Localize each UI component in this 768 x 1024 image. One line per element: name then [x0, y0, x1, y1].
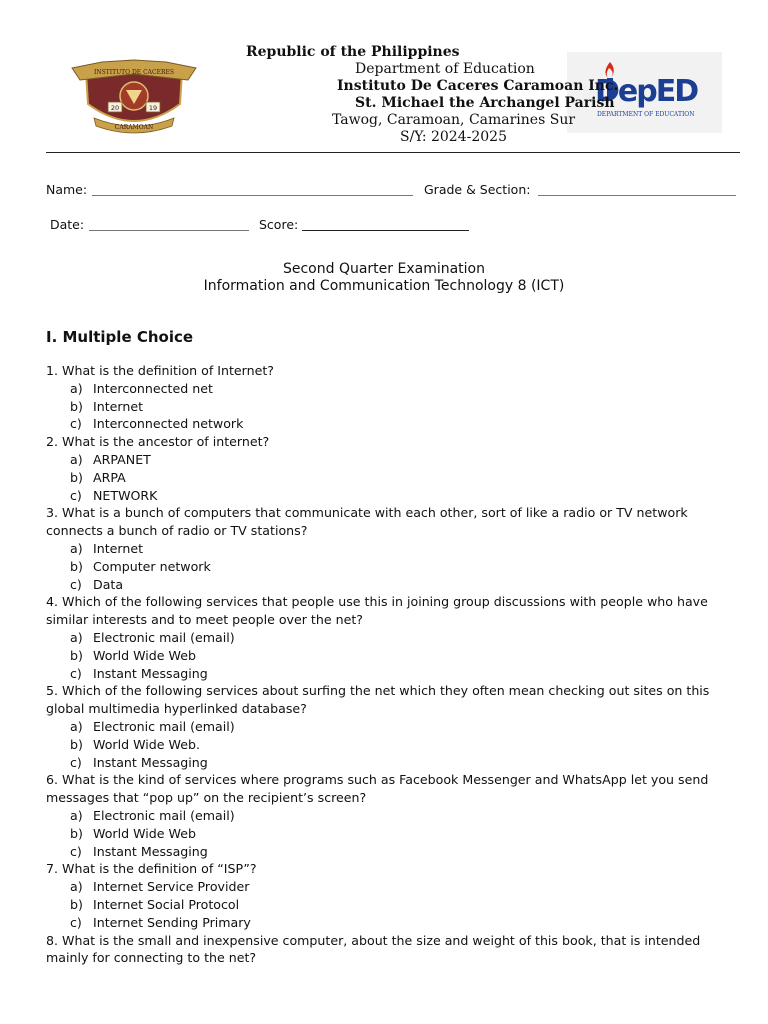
- header-address: Tawog, Caramoan, Camarines Sur: [332, 112, 576, 128]
- option-item: [46, 487, 746, 505]
- option-item: [46, 807, 746, 825]
- option-text: World Wide Web: [93, 647, 196, 663]
- option-text: Instant Messaging: [93, 665, 208, 681]
- option-letter: a): [70, 380, 83, 396]
- option-item: [46, 540, 746, 558]
- score-field[interactable]: [302, 230, 469, 231]
- name-label: Name:: [46, 182, 88, 197]
- question-text: 7. What is the definition of “ISP”?: [46, 861, 257, 877]
- header-school-year: S/Y: 2024-2025: [400, 129, 507, 145]
- option-text: World Wide Web.: [93, 736, 200, 752]
- seal-banner-text: CARAMOAN: [114, 124, 154, 131]
- option-letter: a): [70, 451, 83, 467]
- question-4: [46, 593, 746, 682]
- exam-title: Second Quarter Examination: [282, 261, 485, 277]
- option-letter: c): [70, 843, 82, 859]
- option-text: Internet: [93, 540, 144, 556]
- option-item: [46, 736, 746, 754]
- option-letter: b): [70, 825, 83, 841]
- option-text: Electronic mail (email): [93, 807, 235, 823]
- school-seal-logo: [68, 58, 200, 136]
- question-7: [46, 860, 746, 931]
- option-letter: a): [70, 540, 83, 556]
- option-text: Instant Messaging: [93, 754, 208, 770]
- option-item: [46, 825, 746, 843]
- option-letter: b): [70, 558, 83, 574]
- question-2: [46, 433, 746, 504]
- seal-arc-text: INSTITUTO DE CACERES: [94, 69, 174, 76]
- question-5: [46, 682, 746, 771]
- option-text: Instant Messaging: [93, 843, 208, 859]
- option-text: Data: [93, 576, 124, 592]
- date-label: Date:: [50, 217, 85, 232]
- option-letter: c): [70, 576, 82, 592]
- date-field[interactable]: [89, 230, 249, 231]
- option-item: [46, 843, 746, 861]
- option-item: [46, 914, 746, 932]
- option-letter: c): [70, 914, 82, 930]
- option-item: [46, 380, 746, 398]
- header-divider: [46, 152, 740, 153]
- option-item: [46, 558, 746, 576]
- option-text: Internet Service Provider: [93, 879, 250, 895]
- question-text: 3. What is a bunch of computers that communicate with each other, sort of like a radio or TV network connects a bunch of radio or TV stations?: [46, 505, 688, 539]
- header-republic: Republic of the Philippines: [246, 44, 460, 60]
- option-text: Interconnected net: [93, 380, 213, 396]
- question-list: [46, 362, 746, 967]
- option-letter: b): [70, 736, 83, 752]
- option-text: Electronic mail (email): [93, 629, 235, 645]
- header-parish: St. Michael the Archangel Parish: [355, 95, 615, 111]
- option-text: Interconnected network: [93, 416, 244, 432]
- option-letter: c): [70, 754, 82, 770]
- option-item: [46, 398, 746, 416]
- option-item: [46, 754, 746, 772]
- grade-section-label: Grade & Section:: [424, 182, 531, 197]
- option-letter: b): [70, 647, 83, 663]
- option-text: NETWORK: [93, 487, 158, 503]
- option-text: Internet Sending Primary: [93, 914, 251, 930]
- seal-year-right: 19: [148, 104, 158, 112]
- option-item: [46, 451, 746, 469]
- option-item: [46, 718, 746, 736]
- option-item: [46, 469, 746, 487]
- option-letter: b): [70, 469, 83, 485]
- option-item: [46, 647, 746, 665]
- header-school: Instituto De Caceres Caramoan Inc.: [337, 78, 619, 94]
- question-6: [46, 771, 746, 860]
- question-text: 1. What is the definition of Internet?: [46, 363, 274, 378]
- option-text: Computer network: [93, 558, 211, 574]
- section-title: I. Multiple Choice: [46, 328, 194, 346]
- option-item: [46, 878, 746, 896]
- option-letter: c): [70, 665, 82, 681]
- option-item: [46, 896, 746, 914]
- seal-year-left: 20: [110, 104, 120, 112]
- option-letter: c): [70, 487, 82, 503]
- option-text: Electronic mail (email): [93, 718, 235, 734]
- option-letter: b): [70, 896, 83, 912]
- option-letter: a): [70, 807, 83, 823]
- deped-wordmark: DepED: [595, 74, 698, 109]
- question-text: 2. What is the ancestor of internet?: [46, 434, 270, 450]
- option-text: ARPA: [93, 469, 126, 485]
- grade-section-field[interactable]: [538, 195, 736, 196]
- option-letter: a): [70, 629, 83, 645]
- question-1: [46, 362, 746, 433]
- question-text: 6. What is the kind of services where programs such as Facebook Messenger and WhatsApp let you send messages that “pop up” on the recipient’s screen?: [46, 772, 709, 806]
- option-letter: a): [70, 718, 83, 734]
- question-text: 4. Which of the following services that people use this in joining group discussions with people who have similar interests and to meet people over the net?: [46, 594, 708, 628]
- deped-subtext: DEPARTMENT OF EDUCATION: [597, 111, 695, 118]
- score-label: Score:: [259, 217, 299, 232]
- exam-subject: Information and Communication Technology 8 (ICT): [203, 278, 565, 294]
- option-text: ARPANET: [93, 451, 151, 467]
- option-text: World Wide Web: [93, 825, 196, 841]
- option-item: [46, 415, 746, 433]
- question-text: 5. Which of the following services about surfing the net which they often mean checking out sites on this global multimedia hyperlinked database?: [46, 683, 710, 717]
- option-item: [46, 665, 746, 683]
- question-text: 8. What is the small and inexpensive computer, about the size and weight of this book, that is intended mainly for connecting to the net?: [46, 932, 701, 966]
- option-letter: c): [70, 416, 82, 432]
- name-field[interactable]: [92, 195, 413, 196]
- option-letter: b): [70, 398, 83, 414]
- option-item: [46, 576, 746, 594]
- option-text: Internet: [93, 398, 144, 414]
- question-3: [46, 504, 746, 593]
- question-8: [46, 932, 746, 968]
- option-letter: a): [70, 879, 83, 895]
- option-text: Internet Social Protocol: [93, 896, 240, 912]
- header-department: Department of Education: [355, 61, 535, 77]
- option-item: [46, 629, 746, 647]
